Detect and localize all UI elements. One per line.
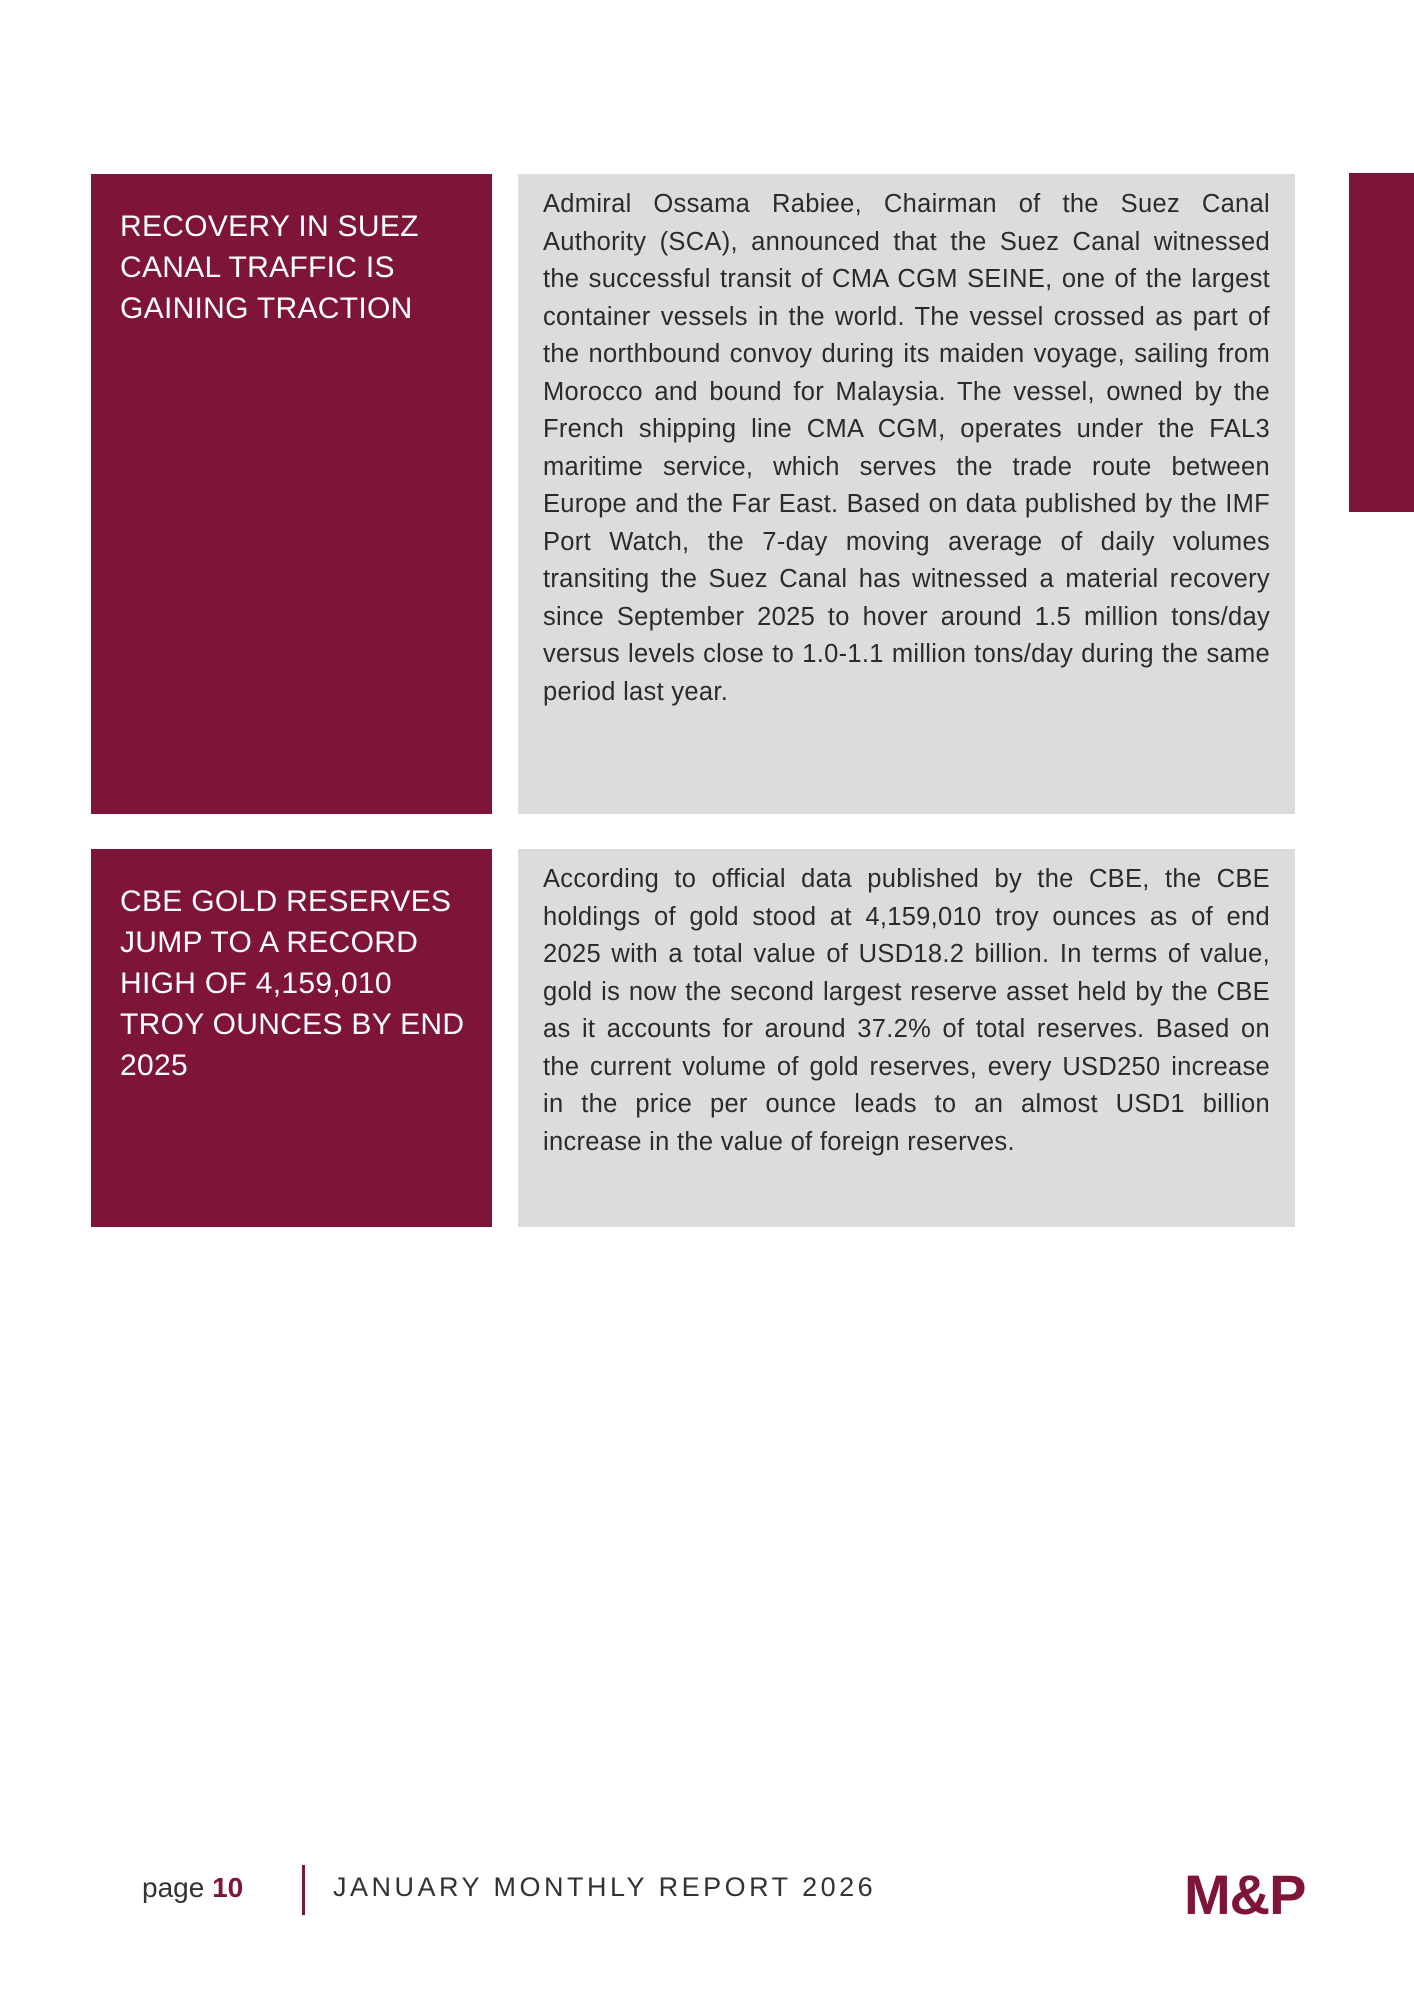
company-logo: M&P: [1184, 1863, 1306, 1926]
report-title: JANUARY MONTHLY REPORT 2026: [333, 1872, 877, 1902]
section-title-gold: [91, 849, 492, 1227]
page-number-value: 10: [212, 1872, 244, 1903]
page-footer: [0, 1862, 1414, 1926]
section-body-text: According to official data published by the CBE, the CBE holdings of gold stood at 4,159,010 troy ounces as of end 2025 with a total value of USD18.2 billion. In terms of value, gold is now the second largest reserve asset held by the CBE as it accounts for around 37.2% of total reserves. Based on the current volume of gold reserves, every USD250 increase in the price per ounce leads to an almost USD1 billion increase in the value of foreign reserves.: [543, 865, 1270, 1156]
section-title-text: CBE GOLD RESERVES JUMP TO A RECORD HIGH OF 4,159,010 TROY OUNCES BY END 2025: [120, 885, 465, 1082]
section-body-text: Admiral Ossama Rabiee, Chairman of the Suez Canal Authority (SCA), announced that the Suez Canal witnessed the successful transit of CMA CGM SEINE, one of the largest container vessels in the world. The vessel crossed as part of the northbound convoy during its maiden voyage, sailing from Morocco and bound for Malaysia. The vessel, owned by the French shipping line CMA CGM, operates under the FAL3 maritime service, which serves the trade route between Europe and the Far East. Based on data published by the IMF Port Watch, the 7-day moving average of daily volumes transiting the Suez Canal has witnessed a material recovery since September 2025 to hover around 1.5 million tons/day versus levels close to 1.0-1.1 million tons/day during the same period last year.: [543, 190, 1270, 706]
section-title-text: RECOVERY IN SUEZ CANAL TRAFFIC IS GAINING TRACTION: [120, 210, 419, 325]
footer-divider: [302, 1865, 305, 1915]
section-title-suez: [91, 174, 492, 814]
page-number: [142, 1872, 243, 1904]
page-label: page: [142, 1872, 213, 1903]
section-body-gold: [518, 849, 1295, 1227]
side-tab-marker: [1349, 173, 1414, 512]
section-body-suez: [518, 174, 1295, 814]
